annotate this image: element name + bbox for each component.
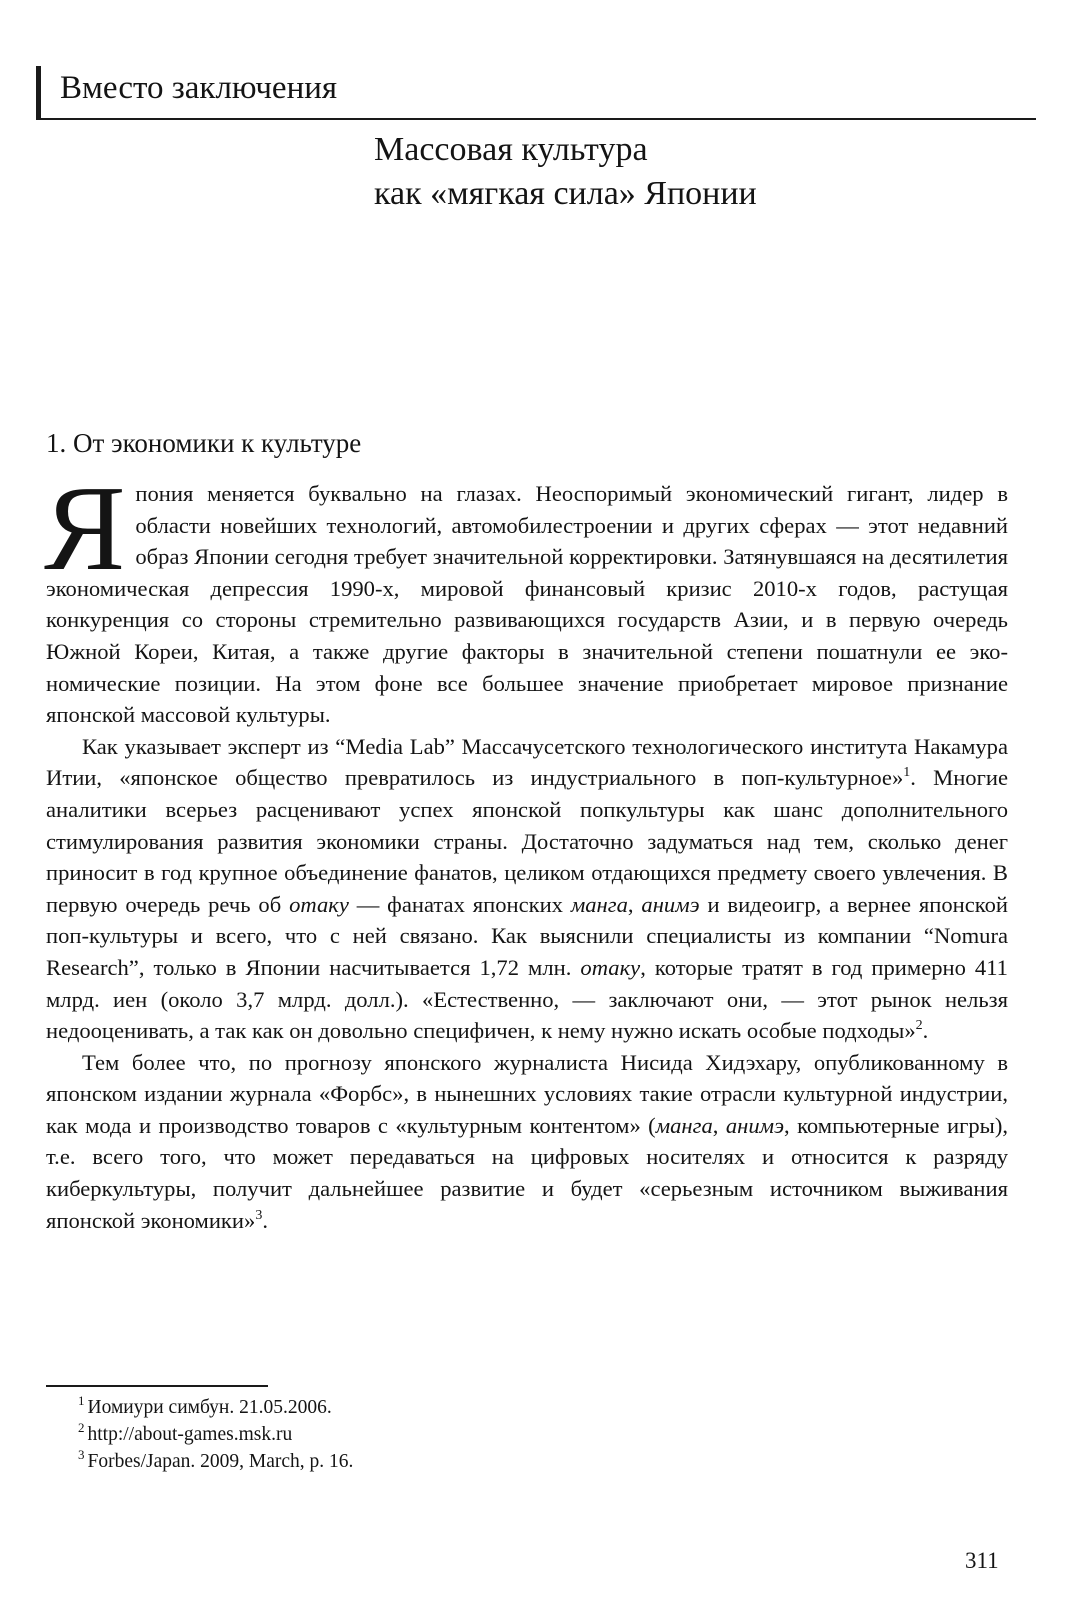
article-title-line-1: Массовая культура [374,131,648,168]
body-text [44,461,1009,1236]
paragraph-1 [44,461,1008,731]
footnote-text: Иомиури симбун. 21.05.2006. [87,1397,332,1418]
drop-cap: Я [44,461,126,596]
chapter-label: Вместо заключения [60,70,338,106]
footnotes [78,1394,978,1475]
footnote-number: 1 [78,1393,85,1408]
term-otaku: отаку [289,891,349,917]
term-manga: манга [570,891,628,917]
paragraph-3-text: Тем более что, по прогнозу японского журналиста Нисида Хидэхару, опубликованному в японском издании журнала «Форбс», в нынешних условиях такие отрасли культурной индустрии, как мода и производство товаров с «культурным контентом» ( [46,1049,1008,1138]
term-otaku: отаку [580,954,641,980]
footnote-text: Forbes/Japan. 2009, March, p. 16. [87,1451,354,1472]
paragraph-3-text: , [712,1112,726,1138]
paragraph-2-text: , [627,891,642,917]
paragraph-3-text: . [262,1207,268,1233]
paragraph-2-text: — фанатах японских [348,891,571,917]
footnote-2 [78,1421,978,1448]
term-anime: анимэ [641,891,700,917]
article-title-line-2: как «мягкая сила» Японии [374,175,757,212]
footnote-1 [78,1394,978,1421]
paragraph-3 [46,1047,1008,1237]
paragraph-2-text: . [922,1018,929,1044]
footnote-divider [46,1385,268,1387]
paragraph-2-text: , которые тратят в год примерно 411 млрд. иен (около 3,7 млрд. долл.). «Естественно, — заключают они, — этот рынок нельзя недооценивать, а так как он довольно специфичен, к нему нужно искать особые подходы» [46,954,1008,1044]
chapter-header [36,62,1036,120]
paragraph-3-text: , компьютерные игры), т.е. всего того, что может передаваться на цифровых носителях и относится к разряду киберкультуры, получит дальнейшее развитие и будет «серьезным источником выживания японской экономики» [46,1112,1009,1233]
footnote-ref-2[interactable]: 2 [915,1018,923,1034]
paragraph-1-text: пония меняется буквально на глазах. Неоспоримый экономический гигант, лидер в области новейших технологий, автомобилестроении и других сферах — этот недавний образ Японии сегодня требует значительной корректировки. Затянувшаяся на десятилетия экономическая депрессия 1990-х, мировой финансовый кризис 2010-х годов, растущая конкуренция со стороны стремительно развивающихся государств Азии, и в первую очередь Южной Кореи, Китая, а также другие факторы в значительной степени пошатнули ее экономические позиции. На этом фоне все большее значение приобретает мировое признание японской массовой культуры. [46,481,1008,728]
term-manga: манга [655,1112,713,1138]
footnote-ref-1[interactable]: 1 [903,765,911,781]
paragraph-2 [46,731,1008,1047]
footnote-number: 3 [78,1447,85,1462]
footnote-link[interactable]: http://about-games.msk.ru [87,1424,293,1445]
page-number: 311 [965,1548,999,1573]
paragraph-2-text: . Многие аналитики всерьез расценивают успех японской попкультуры как шанс дополнительного стимулирования развития экономики страны. Достаточно задуматься над тем, сколько денег приносит в год крупное объединение фанатов, целиком отдающихся предмету своего увлечения. В первую очередь речь об [46,765,1008,917]
paragraph-2-text: Как указывает эксперт из “Media Lab” Массачусетского технологического института Накамура Итии, «японское общество превратилось из индустриального в поп-культурное» [46,733,1008,791]
footnote-3 [78,1448,978,1475]
article-title [374,128,1014,216]
footnote-number: 2 [78,1420,85,1435]
paragraph-2-text: и видеоигр, а вернее японской поп-культуры и всего, что с ней связано. Как выяснили специалисты из компании “Nomura Research”, только в Японии насчитывается 1,72 млн. [46,891,1009,980]
footnote-ref-3[interactable]: 3 [255,1207,263,1223]
chapter-marker-bar [36,66,41,120]
term-anime: анимэ [725,1112,785,1138]
section-heading: 1. От экономики к культуре [46,428,362,458]
